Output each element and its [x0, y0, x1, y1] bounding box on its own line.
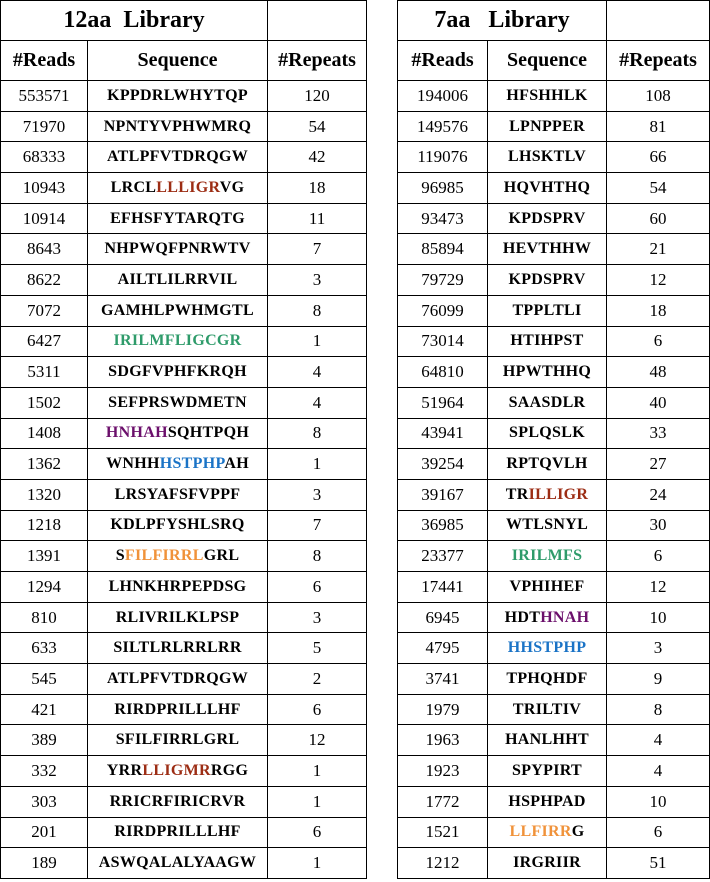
table-row	[1, 848, 367, 879]
reads-cell: 1979	[398, 694, 488, 725]
repeats-cell: 18	[268, 173, 367, 204]
sequence-segment: NHPWQFPNRWTV	[104, 240, 251, 258]
sequence-segment: LHNKHRPEPDSG	[108, 577, 247, 595]
table-row	[398, 817, 710, 848]
sequence-cell	[88, 510, 268, 541]
repeats-cell: 27	[607, 449, 710, 480]
sequence-segment: NPNTYVPHWMRQ	[103, 117, 252, 135]
reads-cell: 332	[1, 756, 88, 787]
motif-highlight: LLLIGR	[156, 178, 220, 196]
repeats-cell: 8	[607, 694, 710, 725]
motif-highlight: IRILMFLIGCGR	[113, 332, 242, 350]
repeats-cell: 51	[607, 848, 710, 879]
sequence-cell	[88, 664, 268, 695]
repeats-cell: 6	[268, 817, 367, 848]
sequence-cell	[88, 203, 268, 234]
sequence-cell	[88, 602, 268, 633]
sequence-cell	[488, 111, 607, 142]
table-row	[1, 510, 367, 541]
sequence-segment: SFILFIRRLGRL	[115, 731, 240, 749]
sequence-segment: EFHSFYTARQTG	[110, 209, 245, 227]
column-header-sequence: Sequence	[88, 41, 268, 81]
table-row	[1, 357, 367, 388]
table-row	[398, 602, 710, 633]
sequence-segment: LRSYAFSFVPPF	[114, 485, 241, 503]
title-row	[398, 1, 710, 41]
table-row	[398, 81, 710, 112]
reads-cell: 194006	[398, 81, 488, 112]
reads-cell: 189	[1, 848, 88, 879]
sequence-segment: SQHTPQH	[167, 424, 250, 442]
title-blank-cell	[607, 1, 710, 41]
sequence-cell	[88, 418, 268, 449]
reads-cell: 8643	[1, 234, 88, 265]
library-table-7aa	[397, 0, 710, 879]
sequence-cell	[88, 479, 268, 510]
repeats-cell: 8	[268, 418, 367, 449]
reads-cell: 149576	[398, 111, 488, 142]
sequence-segment: KPPDRLWHYTQP	[107, 86, 248, 104]
table-row	[1, 387, 367, 418]
sequence-cell	[488, 602, 607, 633]
sequence-cell	[88, 541, 268, 572]
table-row	[1, 418, 367, 449]
sequence-cell	[488, 418, 607, 449]
sequence-cell	[488, 387, 607, 418]
table-row	[398, 234, 710, 265]
sequence-cell	[488, 479, 607, 510]
reads-cell: 810	[1, 602, 88, 633]
repeats-cell: 12	[607, 265, 710, 296]
column-header-repeats: #Repeats	[268, 41, 367, 81]
motif-highlight: HHSTPHP	[507, 639, 587, 657]
sequence-segment: RRICRFIRICRVR	[109, 792, 246, 810]
sequence-segment: IRGRIIR	[513, 854, 581, 872]
reads-cell: 201	[1, 817, 88, 848]
reads-cell: 64810	[398, 357, 488, 388]
sequence-segment: RLIVRILKLPSP	[115, 608, 240, 626]
repeats-cell: 33	[607, 418, 710, 449]
table-row	[1, 541, 367, 572]
repeats-cell: 9	[607, 664, 710, 695]
table-row	[398, 756, 710, 787]
sequence-segment: SEFPRSWDMETN	[108, 393, 247, 411]
sequence-segment: LHSKTLV	[508, 148, 586, 166]
table-row	[398, 173, 710, 204]
reads-cell: 73014	[398, 326, 488, 357]
table-row	[1, 265, 367, 296]
motif-highlight: FILFIRRL	[124, 547, 204, 565]
sequence-segment: SILTLRLRRLRR	[113, 639, 242, 657]
table-row	[1, 572, 367, 603]
sequence-segment: TPPLTLI	[512, 301, 582, 319]
reads-cell: 23377	[398, 541, 488, 572]
sequence-segment: HDT	[504, 608, 541, 626]
repeats-cell: 3	[607, 633, 710, 664]
repeats-cell: 8	[268, 295, 367, 326]
sequence-cell	[488, 173, 607, 204]
repeats-cell: 48	[607, 357, 710, 388]
table-row	[398, 725, 710, 756]
sequence-segment: SAASDLR	[508, 393, 586, 411]
table-row	[1, 602, 367, 633]
sequence-cell	[88, 387, 268, 418]
sequence-segment: KPDSPRV	[508, 270, 586, 288]
sequence-segment: KPDSPRV	[508, 209, 586, 227]
repeats-cell: 6	[607, 326, 710, 357]
table-row	[398, 848, 710, 879]
motif-highlight: HSTPHP	[159, 455, 225, 473]
table-row	[1, 142, 367, 173]
repeats-cell: 5	[268, 633, 367, 664]
repeats-cell: 21	[607, 234, 710, 265]
reads-cell: 545	[1, 664, 88, 695]
reads-cell: 1408	[1, 418, 88, 449]
repeats-cell: 30	[607, 510, 710, 541]
repeats-cell: 24	[607, 479, 710, 510]
sequence-segment: TRILTIV	[512, 700, 582, 718]
reads-cell: 10943	[1, 173, 88, 204]
repeats-cell: 6	[607, 817, 710, 848]
table-row	[1, 756, 367, 787]
motif-highlight: ILLIGR	[528, 485, 589, 503]
repeats-cell: 54	[268, 111, 367, 142]
reads-cell: 633	[1, 633, 88, 664]
sequence-segment: HQVHTHQ	[503, 178, 591, 196]
sequence-cell	[488, 848, 607, 879]
table-row	[398, 295, 710, 326]
sequence-segment: TPHQHDF	[506, 669, 588, 687]
repeats-cell: 11	[268, 203, 367, 234]
reads-cell: 93473	[398, 203, 488, 234]
reads-cell: 1963	[398, 725, 488, 756]
sequence-segment: RGG	[210, 761, 249, 779]
table-row	[398, 265, 710, 296]
repeats-cell: 66	[607, 142, 710, 173]
sequence-cell	[488, 357, 607, 388]
reads-cell: 1923	[398, 756, 488, 787]
sequence-cell	[88, 234, 268, 265]
reads-cell: 51964	[398, 387, 488, 418]
reads-cell: 39254	[398, 449, 488, 480]
sequence-cell	[488, 295, 607, 326]
repeats-cell: 1	[268, 848, 367, 879]
reads-cell: 71970	[1, 111, 88, 142]
table-row	[1, 449, 367, 480]
sequence-cell	[88, 295, 268, 326]
sequence-segment: G	[571, 823, 585, 841]
motif-highlight: HNHAH	[105, 424, 168, 442]
reads-cell: 1218	[1, 510, 88, 541]
sequence-cell	[88, 357, 268, 388]
sequence-cell	[88, 142, 268, 173]
reads-cell: 43941	[398, 418, 488, 449]
table-row	[398, 572, 710, 603]
repeats-cell: 6	[607, 541, 710, 572]
sequence-cell	[488, 817, 607, 848]
repeats-cell: 1	[268, 326, 367, 357]
table-row	[398, 664, 710, 695]
sequence-cell	[88, 786, 268, 817]
sequence-cell	[88, 81, 268, 112]
repeats-cell: 4	[268, 387, 367, 418]
table-row	[1, 817, 367, 848]
sequence-cell	[488, 786, 607, 817]
repeats-cell: 1	[268, 756, 367, 787]
repeats-cell: 12	[268, 725, 367, 756]
sequence-cell	[488, 633, 607, 664]
reads-cell: 5311	[1, 357, 88, 388]
header-row	[1, 41, 367, 81]
sequence-cell	[488, 694, 607, 725]
reads-cell: 68333	[1, 142, 88, 173]
sequence-segment: AILTLILRRVIL	[117, 270, 238, 288]
sequence-cell	[488, 725, 607, 756]
table-row	[1, 664, 367, 695]
repeats-cell: 4	[607, 725, 710, 756]
repeats-cell: 18	[607, 295, 710, 326]
table-row	[398, 541, 710, 572]
repeats-cell: 6	[268, 694, 367, 725]
reads-cell: 85894	[398, 234, 488, 265]
sequence-segment: SPLQSLK	[509, 424, 585, 442]
repeats-cell: 2	[268, 664, 367, 695]
reads-cell: 119076	[398, 142, 488, 173]
reads-cell: 4795	[398, 633, 488, 664]
table-row	[398, 387, 710, 418]
reads-cell: 1521	[398, 817, 488, 848]
reads-cell: 7072	[1, 295, 88, 326]
table-row	[398, 449, 710, 480]
sequence-cell	[88, 756, 268, 787]
column-header-repeats: #Repeats	[607, 41, 710, 81]
table-row	[398, 418, 710, 449]
reads-cell: 76099	[398, 295, 488, 326]
sequence-cell	[88, 449, 268, 480]
reads-cell: 1294	[1, 572, 88, 603]
repeats-cell: 60	[607, 203, 710, 234]
repeats-cell: 10	[607, 786, 710, 817]
reads-cell: 389	[1, 725, 88, 756]
sequence-cell	[88, 817, 268, 848]
reads-cell: 17441	[398, 572, 488, 603]
reads-cell: 1772	[398, 786, 488, 817]
sequence-cell	[88, 633, 268, 664]
reads-cell: 79729	[398, 265, 488, 296]
library-title: 12aa Library	[1, 1, 268, 41]
table-row	[1, 786, 367, 817]
table-row	[1, 633, 367, 664]
repeats-cell: 12	[607, 572, 710, 603]
sequence-segment: VG	[219, 178, 245, 196]
repeats-cell: 81	[607, 111, 710, 142]
sequence-segment: ASWQALALYAAGW	[98, 854, 257, 872]
sequence-cell	[88, 725, 268, 756]
reads-cell: 10914	[1, 203, 88, 234]
repeats-cell: 42	[268, 142, 367, 173]
repeats-cell: 108	[607, 81, 710, 112]
table-row	[398, 203, 710, 234]
table-row	[1, 479, 367, 510]
title-blank-cell	[268, 1, 367, 41]
repeats-cell: 10	[607, 602, 710, 633]
motif-highlight: LLIGMR	[142, 761, 211, 779]
sequence-segment: KDLPFYSHLSRQ	[110, 516, 245, 534]
table-row	[1, 295, 367, 326]
sequence-segment: LPNPPER	[509, 117, 585, 135]
sequence-segment: HSPHPAD	[508, 792, 586, 810]
title-row	[1, 1, 367, 41]
repeats-cell: 3	[268, 265, 367, 296]
reads-cell: 6945	[398, 602, 488, 633]
sequence-cell	[88, 265, 268, 296]
motif-highlight: HNAH	[540, 608, 590, 626]
sequence-cell	[488, 81, 607, 112]
repeats-cell: 3	[268, 602, 367, 633]
sequence-cell	[488, 664, 607, 695]
table-row	[398, 111, 710, 142]
sequence-cell	[488, 449, 607, 480]
sequence-cell	[488, 203, 607, 234]
sequence-segment: LRCL	[110, 178, 157, 196]
sequence-segment: ATLPFVTDRQGW	[106, 148, 249, 166]
sequence-segment: YRR	[106, 761, 143, 779]
reads-cell: 1391	[1, 541, 88, 572]
motif-highlight: LLFIRR	[509, 823, 572, 841]
sequence-cell	[88, 326, 268, 357]
repeats-cell: 1	[268, 786, 367, 817]
reads-cell: 3741	[398, 664, 488, 695]
repeats-cell: 6	[268, 572, 367, 603]
repeats-cell: 7	[268, 510, 367, 541]
reads-cell: 1320	[1, 479, 88, 510]
table-row	[398, 326, 710, 357]
sequence-segment: HEVTHHW	[502, 240, 592, 258]
table-row	[1, 725, 367, 756]
sequence-segment: HTIHPST	[510, 332, 584, 350]
table-row	[1, 111, 367, 142]
reads-cell: 8622	[1, 265, 88, 296]
sequence-cell	[88, 694, 268, 725]
sequence-cell	[488, 541, 607, 572]
reads-cell: 553571	[1, 81, 88, 112]
table-row	[1, 203, 367, 234]
repeats-cell: 120	[268, 81, 367, 112]
table-row	[1, 173, 367, 204]
table-row	[398, 510, 710, 541]
reads-cell: 421	[1, 694, 88, 725]
repeats-cell: 3	[268, 479, 367, 510]
sequence-segment: RIRDPRILLLHF	[114, 823, 241, 841]
repeats-cell: 4	[268, 357, 367, 388]
sequence-segment: HANLHHT	[505, 731, 589, 749]
sequence-segment: WNHH	[106, 455, 160, 473]
sequence-segment: TR	[505, 485, 529, 503]
reads-cell: 1362	[1, 449, 88, 480]
sequence-cell	[488, 142, 607, 173]
repeats-cell: 8	[268, 541, 367, 572]
sequence-cell	[88, 173, 268, 204]
sequence-cell	[488, 265, 607, 296]
header-row	[398, 41, 710, 81]
table-row	[398, 357, 710, 388]
reads-cell: 36985	[398, 510, 488, 541]
sequence-cell	[488, 326, 607, 357]
column-header-reads: #Reads	[398, 41, 488, 81]
table-row	[398, 694, 710, 725]
table-row	[1, 326, 367, 357]
reads-cell: 1212	[398, 848, 488, 879]
reads-cell: 39167	[398, 479, 488, 510]
table-row	[1, 81, 367, 112]
reads-cell: 6427	[1, 326, 88, 357]
sequence-segment: WTLSNYL	[505, 516, 589, 534]
repeats-cell: 54	[607, 173, 710, 204]
sequence-cell	[88, 848, 268, 879]
reads-cell: 96985	[398, 173, 488, 204]
sequence-segment: RIRDPRILLLHF	[114, 700, 241, 718]
reads-cell: 1502	[1, 387, 88, 418]
repeats-cell: 4	[607, 756, 710, 787]
sequence-cell	[88, 111, 268, 142]
sequence-segment: HFSHHLK	[506, 86, 588, 104]
table-row	[398, 786, 710, 817]
column-header-sequence: Sequence	[488, 41, 607, 81]
sequence-cell	[88, 572, 268, 603]
sequence-segment: S	[115, 547, 125, 565]
sequence-segment: HPWTHHQ	[502, 363, 592, 381]
repeats-cell: 40	[607, 387, 710, 418]
sequence-segment: AH	[224, 455, 249, 473]
sequence-cell	[488, 510, 607, 541]
sequence-segment: RPTQVLH	[506, 455, 588, 473]
repeats-cell: 7	[268, 234, 367, 265]
sequence-cell	[488, 234, 607, 265]
sequence-cell	[488, 572, 607, 603]
motif-highlight: IRILMFS	[511, 547, 583, 565]
table-row	[398, 142, 710, 173]
sequence-segment: GRL	[203, 547, 240, 565]
sequence-cell	[488, 756, 607, 787]
table-row	[398, 479, 710, 510]
table-row	[398, 633, 710, 664]
sequence-segment: ATLPFVTDRQGW	[106, 669, 249, 687]
sequence-segment: SDGFVPHFKRQH	[108, 363, 247, 381]
sequence-segment: VPHIHEF	[509, 577, 585, 595]
table-row	[1, 694, 367, 725]
sequence-segment: GAMHLPWHMGTL	[101, 301, 254, 319]
column-header-reads: #Reads	[1, 41, 88, 81]
sequence-segment: SPYPIRT	[512, 761, 582, 779]
table-row	[1, 234, 367, 265]
repeats-cell: 1	[268, 449, 367, 480]
library-title: 7aa Library	[398, 1, 607, 41]
reads-cell: 303	[1, 786, 88, 817]
